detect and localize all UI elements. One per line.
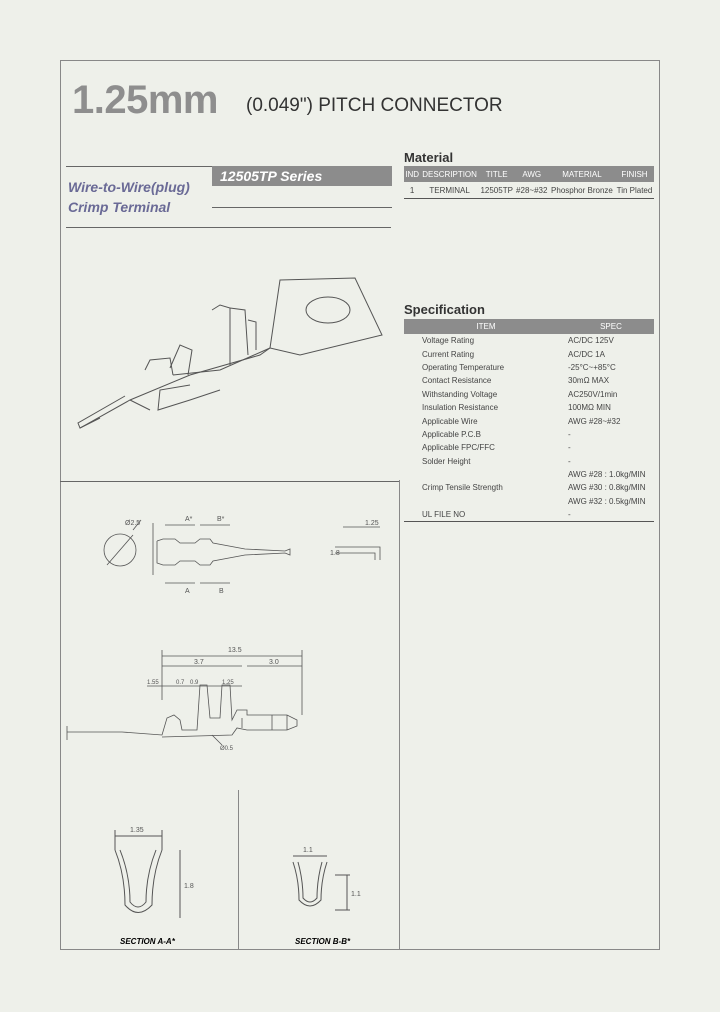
pitch-size: 1.25mm	[72, 78, 218, 122]
page-title: (0.049") PITCH CONNECTOR	[246, 95, 503, 116]
series-badge: 12505TP Series	[212, 166, 392, 186]
table-row: UL FILE NO -	[404, 508, 654, 522]
table-row: Applicable FPC/FFC -	[422, 443, 571, 453]
col-title: TITLE	[479, 166, 515, 182]
table-row: Solder Height -	[422, 456, 571, 466]
product-line-2: Crimp Terminal	[68, 199, 171, 215]
dia-label: Ø2.5	[125, 520, 141, 527]
height-label: 1.8	[330, 550, 340, 557]
material-table	[404, 166, 654, 199]
table-row: AWG #28 : 1.0kg/MIN	[568, 470, 646, 480]
col-item: ITEM	[404, 319, 568, 334]
length-0-9-label: 0.9	[190, 680, 199, 686]
terminal-perspective-drawing	[70, 250, 400, 440]
section-a-marker-bottom: A	[185, 588, 190, 595]
total-length-label: 13.5	[228, 647, 242, 654]
table-row: 1 TERMINAL 12505TP #28~#32 Phosphor Bronze Tin Plated	[404, 182, 654, 199]
section-b-drawing	[275, 840, 385, 950]
terminal-top-view	[95, 505, 395, 605]
section-b-width: 1.1	[303, 847, 313, 854]
section-b-caption: SECTION B-B*	[295, 937, 351, 946]
col-finish: FINISH	[615, 166, 654, 182]
length-0-7-label: 0.7	[176, 680, 185, 686]
section-a-drawing	[100, 820, 210, 950]
length-3-0-label: 3.0	[269, 659, 279, 666]
length-1-25-label: 1.25	[222, 680, 234, 686]
table-row: Applicable P.C.B -	[422, 429, 571, 439]
section-a-marker: A*	[185, 516, 193, 523]
table-row: Applicable Wire AWG #28~#32	[422, 416, 621, 426]
specification-table	[404, 319, 654, 522]
table-row: Insulation Resistance 100MΩ MIN	[422, 403, 611, 413]
table-row: Operating Temperature -25°C~+85°C	[422, 362, 616, 372]
table-row: Crimp Tensile Strength AWG #30 : 0.8kg/MIN	[422, 483, 646, 493]
section-a-width: 1.35	[130, 827, 144, 834]
section-b-marker: B*	[217, 516, 225, 523]
section-a-caption: SECTION A-A*	[120, 937, 175, 946]
product-line-1: Wire-to-Wire(plug)	[68, 179, 190, 195]
col-ind: IND	[404, 166, 420, 182]
section-b-marker-bottom: B	[219, 588, 224, 595]
table-row: Withstanding Voltage AC250V/1min	[422, 389, 618, 399]
table-row: Current Rating AC/DC 1A	[422, 349, 605, 359]
length-3-7-label: 3.7	[194, 659, 204, 666]
section-a-height: 1.8	[184, 883, 194, 890]
length-1-55-label: 1.55	[147, 680, 159, 686]
material-title: Material	[404, 150, 454, 165]
col-material: MATERIAL	[549, 166, 615, 182]
section-b-height: 1.1	[351, 891, 361, 898]
col-spec: SPEC	[568, 319, 654, 334]
col-description: DESCRIPTION	[420, 166, 479, 182]
table-row: AWG #32 : 0.5kg/MIN	[568, 496, 646, 506]
dia-0-5-label: Ø0.5	[220, 746, 234, 752]
specification-title: Specification	[404, 302, 485, 317]
terminal-side-view	[62, 640, 392, 760]
width-label: 1.25	[365, 520, 379, 527]
table-row: Contact Resistance 30mΩ MAX	[422, 376, 610, 386]
table-row: Voltage Rating AC/DC 125V	[422, 336, 614, 346]
col-awg: AWG	[515, 166, 549, 182]
